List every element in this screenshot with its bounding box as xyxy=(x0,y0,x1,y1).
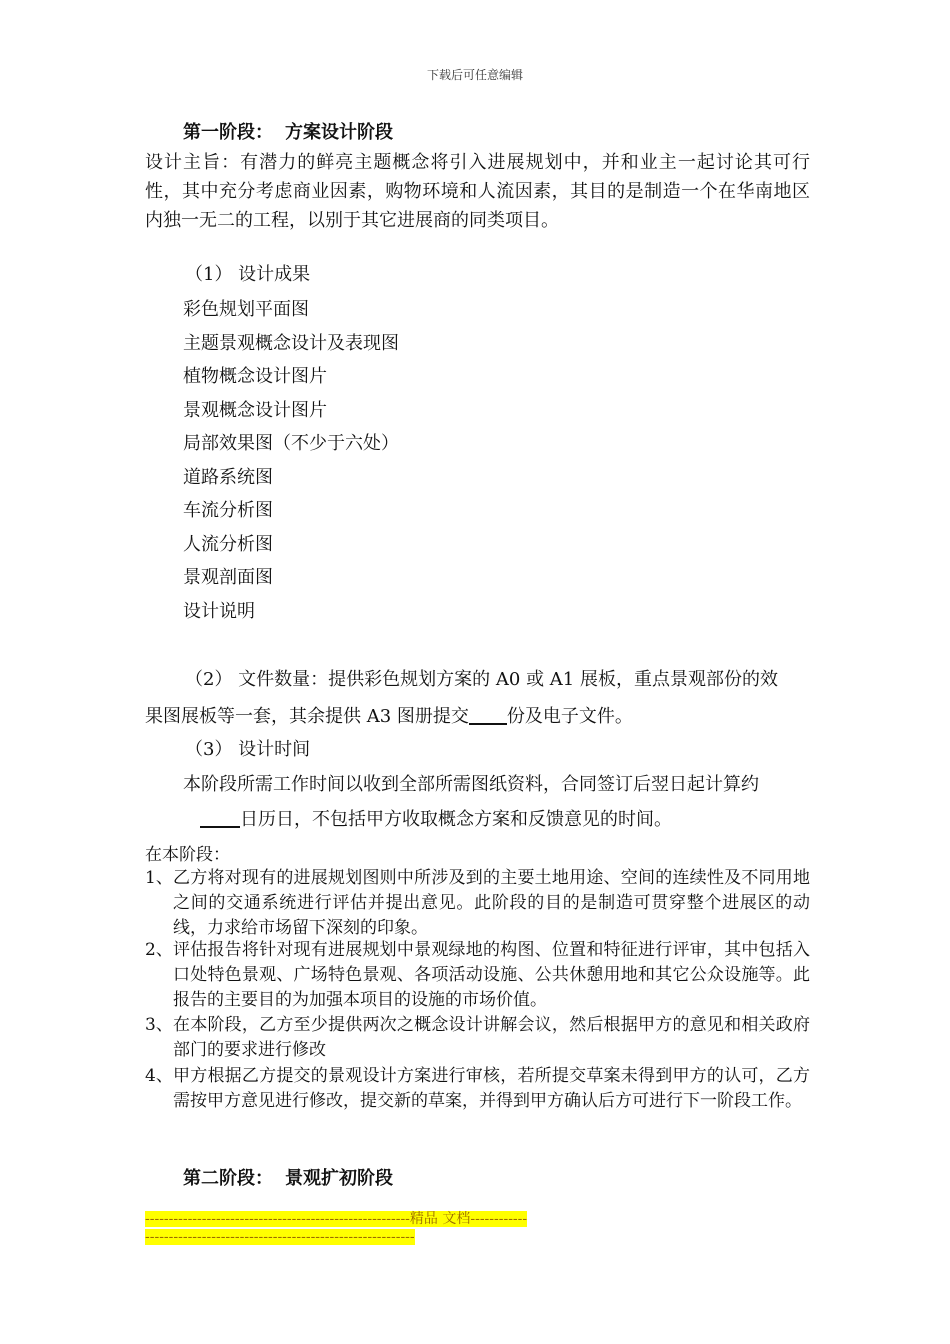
result-item: 景观剖面图 xyxy=(183,567,273,588)
stage-list-item xyxy=(145,1064,810,1114)
result-item: 局部效果图（不少于六处） xyxy=(183,433,399,454)
list-item-number: 4、 xyxy=(145,1066,173,1086)
design-time-heading: （3） 设计时间 xyxy=(185,739,311,760)
stage-1-prefix: 第一阶段： xyxy=(183,122,273,143)
file-quantity-line-2 xyxy=(145,702,633,728)
design-time-line-1: 本阶段所需工作时间以收到全部所需图纸资料，合同签订后翌日起计算约 xyxy=(183,774,759,795)
stage-list-item xyxy=(145,866,810,941)
result-item: 设计说明 xyxy=(183,601,255,622)
list-item-text: 甲方根据乙方提交的景观设计方案进行审核，若所提交草案未得到甲方的认可，乙方需按甲方意见进行修改，提交新的草案，并得到甲方确认后方可进行下一阶段工作。 xyxy=(173,1066,810,1111)
design-time-line-2 xyxy=(200,805,672,831)
copies-blank-field xyxy=(469,703,507,725)
list-item-number: 2、 xyxy=(145,940,173,960)
footer-text: --------------------------------------------------------精品 文档--------------------------------------------------------------------- xyxy=(145,1211,528,1245)
stage-list-item xyxy=(145,1013,810,1063)
result-item: 主题景观概念设计及表现图 xyxy=(183,333,399,354)
file-quantity-text: 果图展板等一套，其余提供 A3 图册提交 xyxy=(145,706,469,727)
list-item-text: 在本阶段，乙方至少提供两次之概念设计讲解会议，然后根据甲方的意见和相关政府部门的要求进行修改 xyxy=(173,1015,810,1060)
stage-list-intro: 在本阶段： xyxy=(145,845,230,865)
stage-2-prefix: 第二阶段： xyxy=(183,1168,273,1189)
page-header-note: 下载后可任意编辑 xyxy=(426,68,523,82)
stage-1-heading xyxy=(183,118,393,144)
file-quantity-suffix: 份及电子文件。 xyxy=(506,706,633,727)
list-item-text: 乙方将对现有的进展规划图则中所涉及到的主要土地用途、空间的连续性及不同用地之间的交通系统进行评估并提出意见。此阶段的目的是制造可贯穿整个进展区的动线，力求给市场留下深刻的印象。 xyxy=(173,868,810,938)
list-item-number: 1、 xyxy=(145,868,173,888)
design-intent-paragraph: 设计主旨：有潜力的鲜亮主题概念将引入进展规划中，并和业主一起讨论其可行性，其中充分考虑商业因素，购物环境和人流因素，其目的是制造一个在华南地区内独一无二的工程，以别于其它进展商的同类项目。 xyxy=(145,152,810,231)
list-item-number: 3、 xyxy=(145,1015,173,1035)
result-item: 植物概念设计图片 xyxy=(183,366,327,387)
design-time-text: 日历日，不包括甲方收取概念方案和反馈意见的时间。 xyxy=(240,809,672,830)
stage-2-heading xyxy=(183,1164,393,1190)
list-item-text: 评估报告将针对现有进展规划中景观绿地的构图、位置和特征进行评审，其中包括入口处特色景观、广场特色景观、各项活动设施、公共休憩用地和其它公众设施等。此报告的主要目的为加强本项目的设施的市场价值。 xyxy=(173,940,810,1010)
stage-list-item xyxy=(145,938,810,1013)
file-quantity-line-1: （2） 文件数量：提供彩色规划方案的 A0 或 A1 展板，重点景观部份的效 xyxy=(185,669,778,690)
footer-watermark-line xyxy=(145,1210,530,1246)
results-heading: （1） 设计成果 xyxy=(185,264,311,285)
result-item: 人流分析图 xyxy=(183,534,273,555)
days-blank-field xyxy=(200,806,240,828)
result-item: 道路系统图 xyxy=(183,467,273,488)
result-item: 彩色规划平面图 xyxy=(183,299,309,320)
stage-1-title: 方案设计阶段 xyxy=(285,122,393,143)
result-item: 景观概念设计图片 xyxy=(183,400,327,421)
stage-2-title: 景观扩初阶段 xyxy=(285,1168,393,1189)
result-item: 车流分析图 xyxy=(183,500,273,521)
